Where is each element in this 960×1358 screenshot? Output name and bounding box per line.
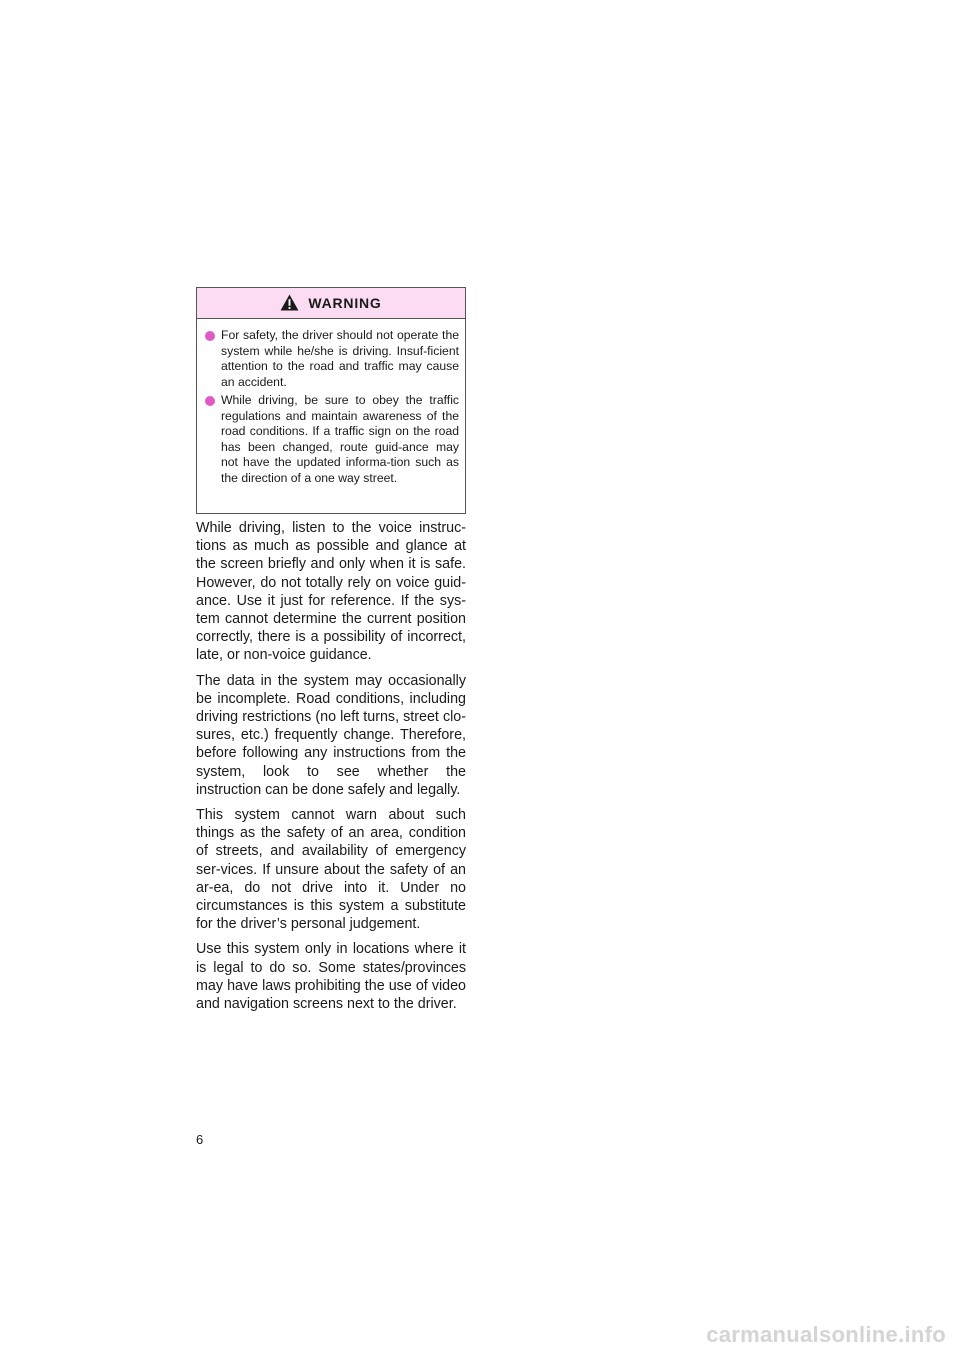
paragraph: The data in the system may occasionally be incomplete. Road conditions, including driving restrictions (no left turns, street clo-sures, etc.) frequently change. Therefore, before following any instructions from the system, look to see whether the instruction can be done safely and legally. (196, 672, 466, 798)
warning-item-text: While driving, be sure to obey the traffic regulations and maintain awareness of the road conditions. If a traffic sign on the road has been changed, route guid-ance may not have the updated informa-tion such as the direction of a one way street. (221, 393, 459, 485)
warning-header (197, 288, 465, 319)
warning-item (205, 328, 459, 390)
warning-box (196, 287, 466, 514)
paragraph: Use this system only in locations where it is legal to do so. Some states/provinces may have laws prohibiting the use of video and navigation screens next to the driver. (196, 941, 466, 1013)
paragraph: This system cannot warn about such things as the safety of an area, condition of streets, and availability of emergency ser-vices. If unsure about the safety of an ar-ea, do not drive into it. Under no circumstances is this system a substitute for the driver’s personal judgement. (196, 807, 466, 933)
warning-list (197, 319, 465, 486)
bullet-icon (205, 331, 215, 341)
warning-item-text: For safety, the driver should not operate the system while he/she is driving. Insuf-ficient attention to the road and traffic may cause an accident. (221, 328, 459, 389)
paragraph: While driving, listen to the voice instruc-tions as much as possible and glance at the screen briefly and only when it is safe. However, do not totally rely on voice guid-ance. Use it just for reference. If the sys-tem cannot determine the current position correctly, there is a possibility of incorrect, late, or non-voice guidance. (196, 520, 466, 664)
page-number: 6 (196, 1132, 204, 1147)
body-text (196, 519, 466, 1020)
warning-triangle-icon (280, 294, 299, 311)
warning-item (205, 393, 459, 486)
watermark: carmanualsonline.info (706, 1322, 946, 1347)
bullet-icon (205, 396, 215, 406)
warning-title: WARNING (308, 295, 382, 311)
